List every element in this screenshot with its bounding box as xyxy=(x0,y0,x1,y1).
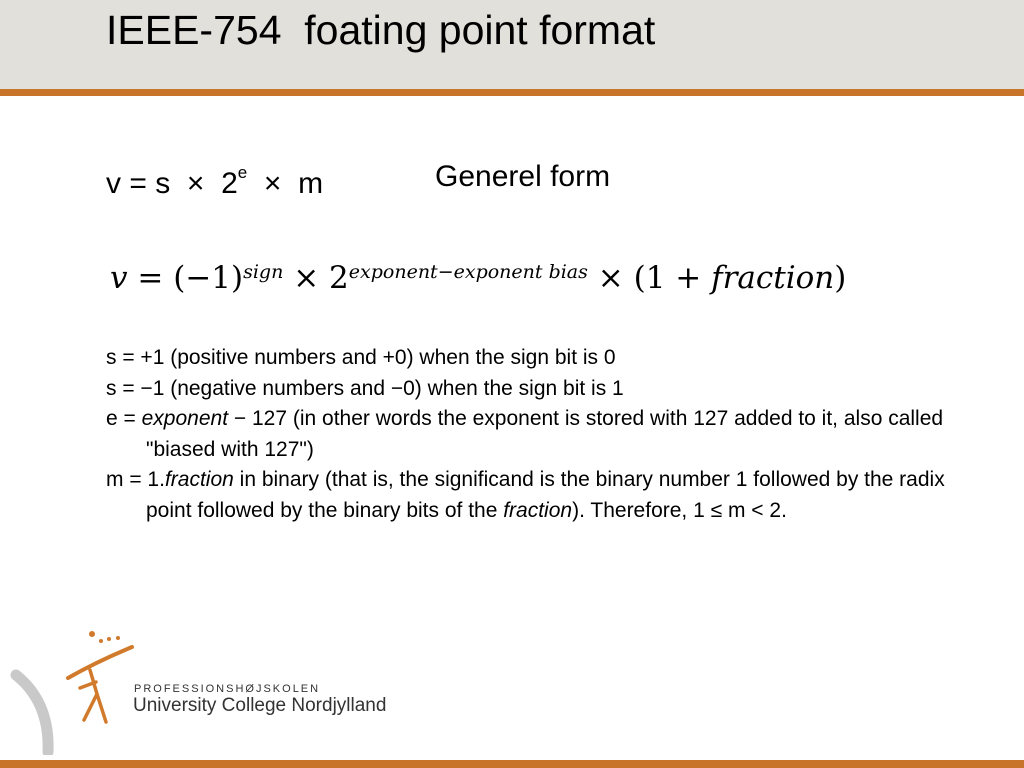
def-e-suffix: − 127 (in other words the exponent is stored with 127 added to it, also called "biased with 127") xyxy=(146,407,944,461)
slide-title: IEEE-754 foating point format xyxy=(106,7,656,53)
def-m-fraction-2: fraction xyxy=(503,498,573,522)
formula-times-1: × xyxy=(293,260,320,296)
gf-m: m xyxy=(298,167,324,200)
logo-dot-1 xyxy=(89,631,95,637)
formula-two: 2 xyxy=(329,260,349,296)
formula-fraction: fraction xyxy=(711,260,835,296)
logo-dot-2 xyxy=(99,639,103,643)
gf-v: v xyxy=(106,167,121,200)
formula-close: ) xyxy=(834,260,847,296)
definitions xyxy=(106,343,986,526)
gf-two: 2 xyxy=(221,167,238,200)
def-m-middle: in binary (that is, the significand is the binary number 1 followed by the radix point followed by the binary bits of the xyxy=(146,468,945,522)
def-e xyxy=(106,404,986,465)
logo-university-name: University College Nordjylland xyxy=(133,695,387,716)
formula-neg-one: (−1) xyxy=(173,260,244,296)
formula-times-2: × xyxy=(597,260,624,296)
header-rule xyxy=(0,89,1024,96)
gf-times-2: × xyxy=(263,167,282,200)
footer-rule xyxy=(0,760,1024,768)
general-form-equation xyxy=(106,157,611,204)
logo-dot-3 xyxy=(107,637,111,641)
def-e-exponent: exponent xyxy=(141,407,229,430)
formula-v: v xyxy=(110,260,128,296)
gf-times-1: × xyxy=(186,167,205,200)
def-m-suffix: ). Therefore, 1 ≤ m < 2. xyxy=(572,498,787,522)
logo-figure xyxy=(80,670,106,722)
ieee-formula xyxy=(110,248,890,308)
formula-exponent-bias: exponent−exponent bias xyxy=(348,261,588,283)
logo-grey-swoosh xyxy=(16,675,48,752)
gf-equals: = xyxy=(129,167,147,200)
gf-exponent: e xyxy=(237,163,248,182)
def-m xyxy=(106,465,986,526)
logo-dot-4 xyxy=(116,636,120,640)
general-form-label: Generel form xyxy=(435,160,611,193)
logo-orange-arc xyxy=(68,647,132,678)
formula-open: (1 + xyxy=(633,260,712,296)
logo-school-label: PROFESSIONSHØJSKOLEN xyxy=(134,683,321,695)
gf-s: s xyxy=(155,167,171,200)
formula-sign-exponent: sign xyxy=(243,261,284,283)
def-s-positive: s = +1 (positive numbers and +0) when the sign bit is 0 xyxy=(106,346,616,369)
def-s-negative: s = −1 (negative numbers and −0) when the sign bit is 1 xyxy=(106,376,624,400)
def-m-prefix: m = 1. xyxy=(106,468,165,491)
def-e-prefix: e = xyxy=(106,407,142,430)
formula-equals: = xyxy=(137,260,164,296)
def-m-fraction: fraction xyxy=(164,468,234,491)
